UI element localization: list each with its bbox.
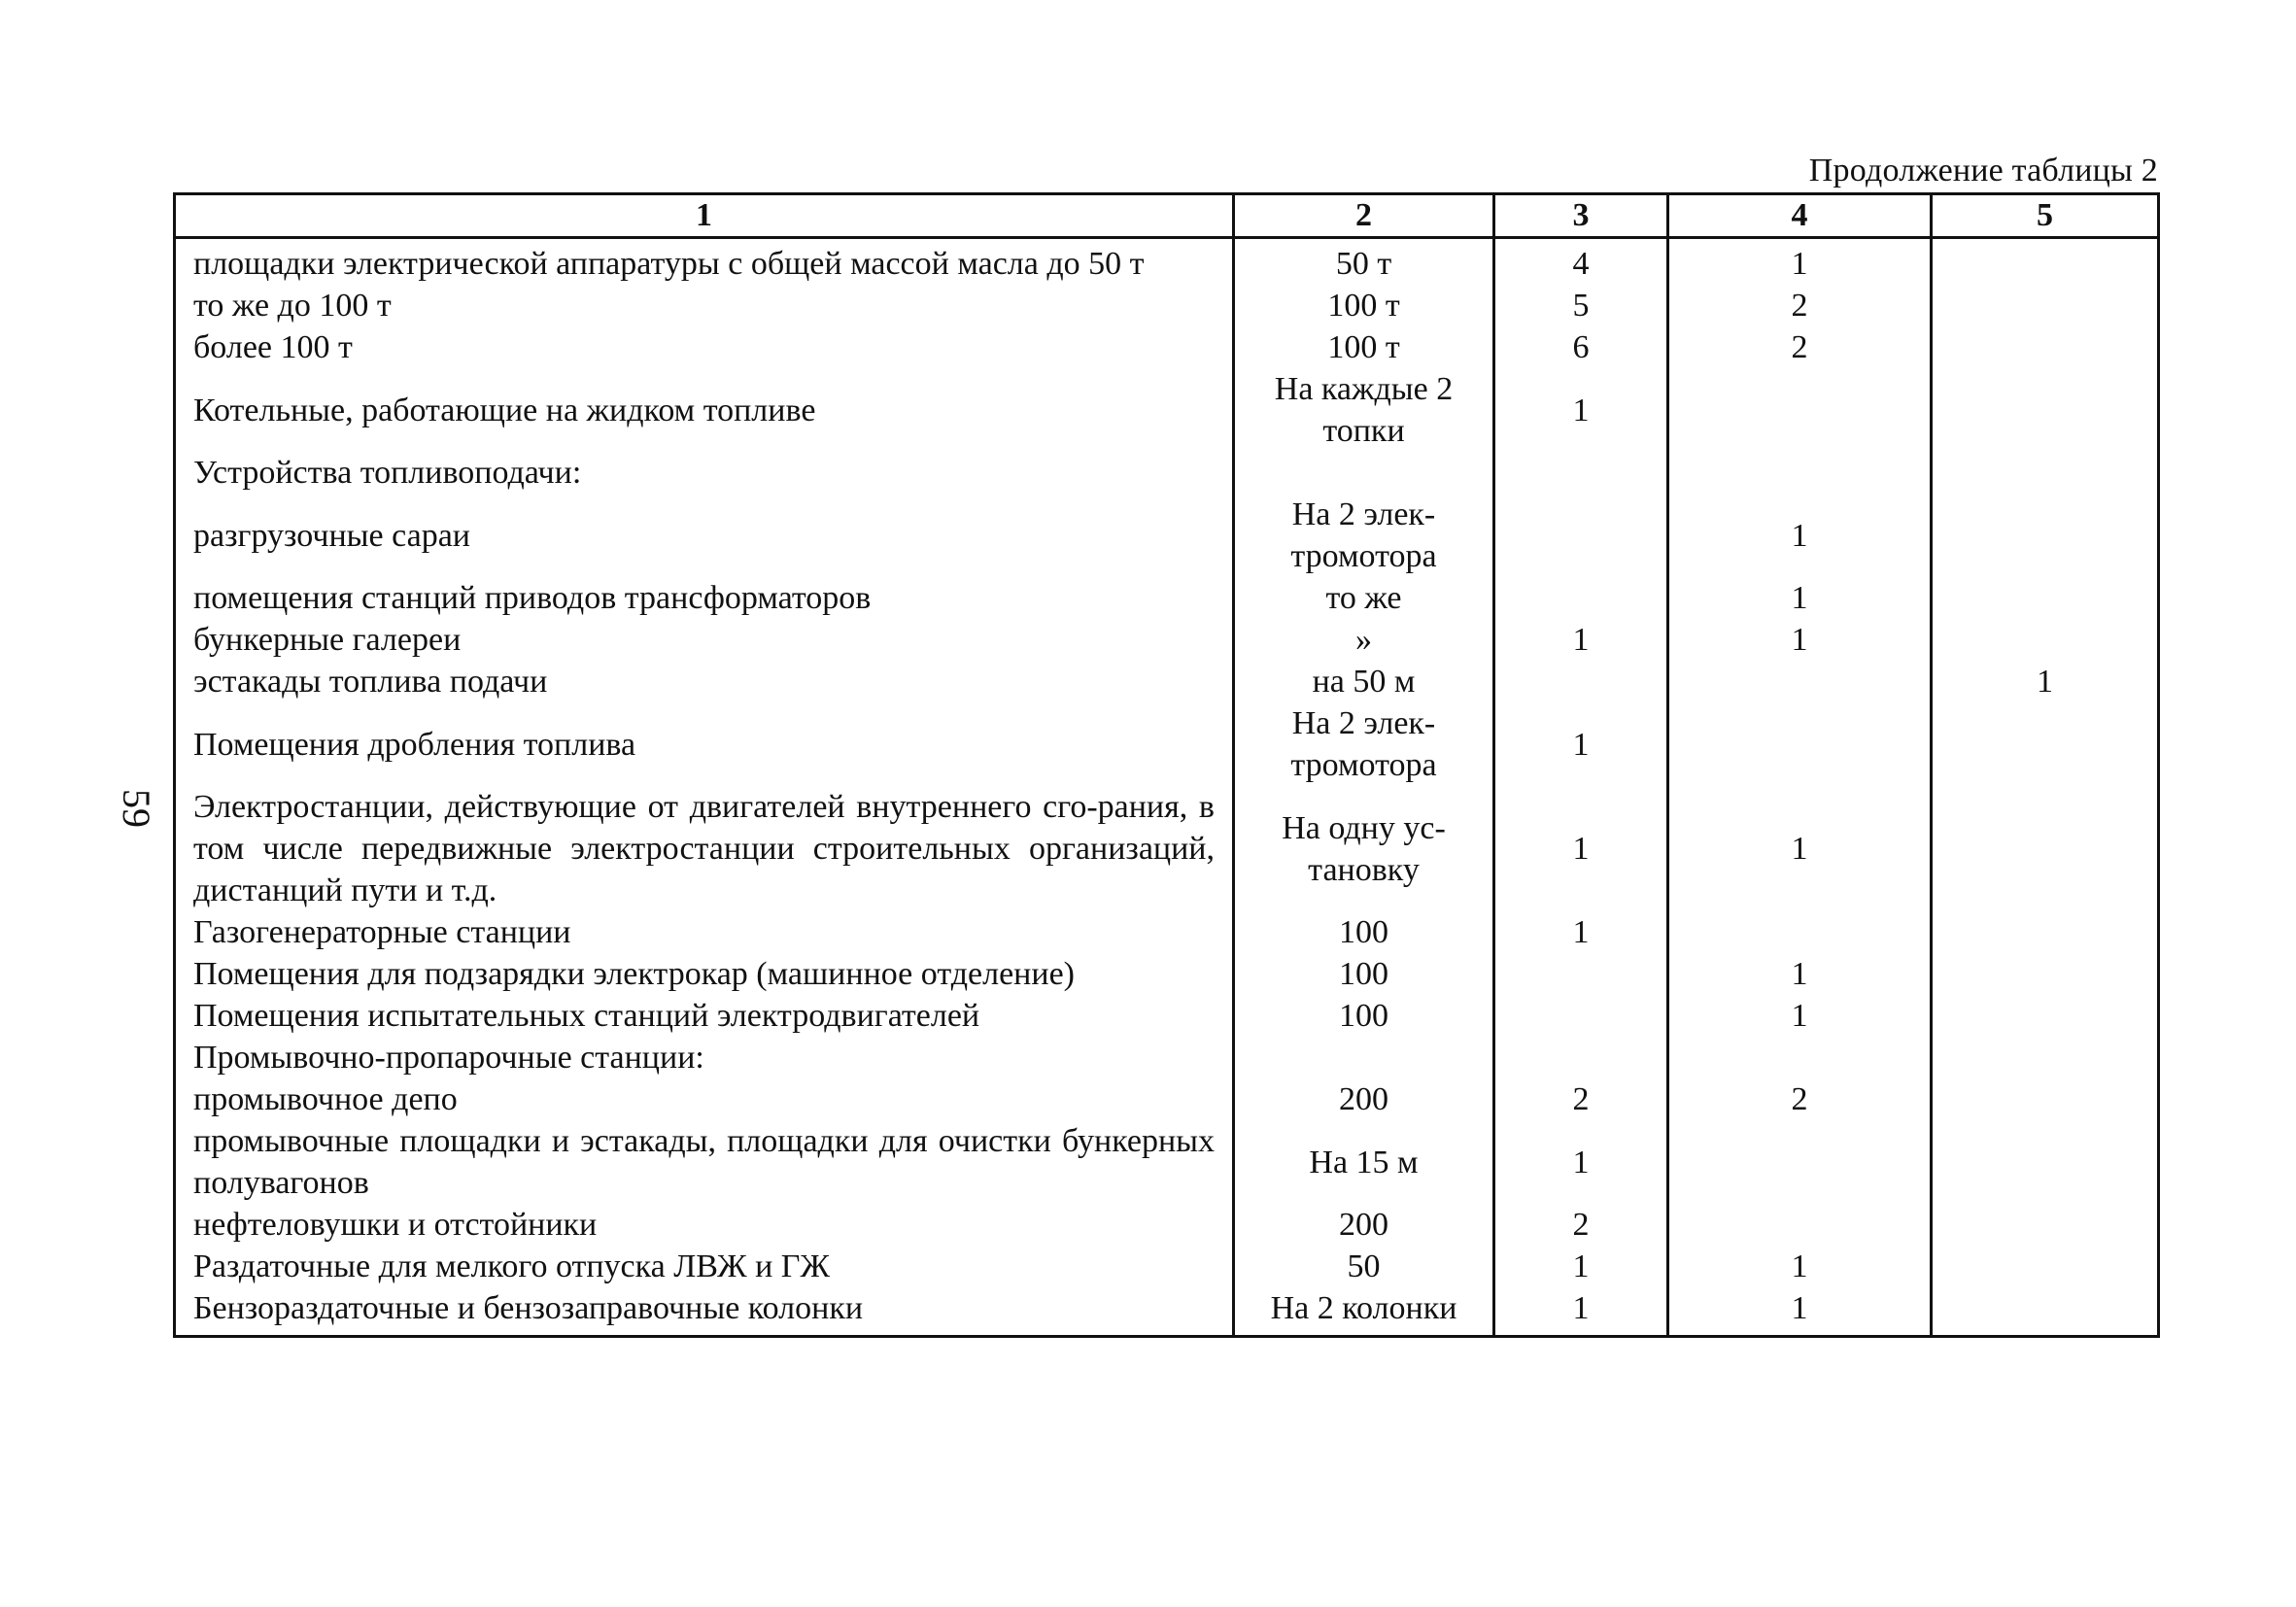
table-row — [175, 1204, 2159, 1246]
table-cell-c1: нефтеловушки и отстойники — [175, 1204, 1234, 1246]
table-cell-c5: 1 — [1932, 661, 2159, 702]
table-cell-c4: 1 — [1668, 995, 1932, 1037]
table-cell-c2: на 50 м — [1234, 661, 1494, 702]
table-cell-c4 — [1668, 911, 1932, 953]
table-cell-c3: 2 — [1494, 1204, 1668, 1246]
table-row — [175, 953, 2159, 995]
table-cell-c4 — [1668, 1120, 1932, 1204]
table-cell-c3: 4 — [1494, 238, 1668, 286]
table-cell-c4 — [1668, 661, 1932, 702]
table-row — [175, 285, 2159, 326]
table-cell-c2: 100 — [1234, 911, 1494, 953]
table-row — [175, 368, 2159, 452]
table-cell-c4: 1 — [1668, 1287, 1932, 1337]
table-cell-c5 — [1932, 577, 2159, 619]
table-cell-c3 — [1494, 995, 1668, 1037]
table-cell-c4: 2 — [1668, 1078, 1932, 1120]
table-cell-c4 — [1668, 1037, 1932, 1078]
table-cell-c1: бункерные галереи — [175, 619, 1234, 661]
table-row — [175, 911, 2159, 953]
table-row — [175, 995, 2159, 1037]
table-cell-c1: то же до 100 т — [175, 285, 1234, 326]
table-row — [175, 1120, 2159, 1204]
table-cell-c2: 50 — [1234, 1246, 1494, 1287]
table-cell-c4 — [1668, 452, 1932, 494]
table-cell-c1: эстакады топлива подачи — [175, 661, 1234, 702]
header-cell-2: 2 — [1234, 194, 1494, 238]
table-cell-c2 — [1234, 452, 1494, 494]
table-cell-c1: Раздаточные для мелкого отпуска ЛВЖ и ГЖ — [175, 1246, 1234, 1287]
table-cell-c1: площадки электрической аппаратуры с общей массой масла до 50 т — [175, 238, 1234, 286]
table-cell-c1: Помещения для подзарядки электрокар (машинное отделение) — [175, 953, 1234, 995]
table-cell-c3: 1 — [1494, 1120, 1668, 1204]
table-cell-c4: 1 — [1668, 619, 1932, 661]
table-cell-c2: » — [1234, 619, 1494, 661]
header-cell-1: 1 — [175, 194, 1234, 238]
table-cell-c3 — [1494, 577, 1668, 619]
table-cell-c2: На 2 элек-тромотора — [1234, 702, 1494, 786]
header-cell-5: 5 — [1932, 194, 2159, 238]
table-cell-c2: 100 т — [1234, 285, 1494, 326]
table-row — [175, 702, 2159, 786]
table-cell-c5 — [1932, 238, 2159, 286]
fire-equipment-table — [173, 192, 2160, 1338]
table-cell-c4: 2 — [1668, 326, 1932, 368]
table-row — [175, 1287, 2159, 1337]
table-cell-c3 — [1494, 1037, 1668, 1078]
table-cell-c5 — [1932, 368, 2159, 452]
table-cell-c4: 1 — [1668, 953, 1932, 995]
table-cell-c4 — [1668, 1204, 1932, 1246]
table-cell-c5 — [1932, 1037, 2159, 1078]
table-cell-c3: 1 — [1494, 911, 1668, 953]
table-row — [175, 619, 2159, 661]
table-row — [175, 661, 2159, 702]
table-cell-c3: 1 — [1494, 702, 1668, 786]
table-cell-c5 — [1932, 494, 2159, 577]
table-cell-c1: Устройства топливоподачи: — [175, 452, 1234, 494]
table-row — [175, 1078, 2159, 1120]
table-cell-c1: Котельные, работающие на жидком топливе — [175, 368, 1234, 452]
table-cell-c5 — [1932, 1204, 2159, 1246]
table-body — [175, 238, 2159, 1337]
table-cell-c5 — [1932, 953, 2159, 995]
table-caption: Продолжение таблицы 2 — [1808, 153, 2158, 188]
table-row — [175, 326, 2159, 368]
table-cell-c2: На каждые 2 топки — [1234, 368, 1494, 452]
table-cell-c1: разгрузочные сараи — [175, 494, 1234, 577]
table-cell-c2: На 15 м — [1234, 1120, 1494, 1204]
table-cell-c3: 6 — [1494, 326, 1668, 368]
table-cell-c3: 1 — [1494, 619, 1668, 661]
table-cell-c3: 1 — [1494, 1246, 1668, 1287]
table-cell-c2: 100 т — [1234, 326, 1494, 368]
table-cell-c3: 2 — [1494, 1078, 1668, 1120]
table-cell-c3: 1 — [1494, 786, 1668, 911]
table-cell-c2: 200 — [1234, 1204, 1494, 1246]
table-cell-c4: 1 — [1668, 494, 1932, 577]
table-cell-c5 — [1932, 995, 2159, 1037]
table-cell-c1: Электростанции, действующие от двигателей внутреннего сго-рания, в том числе передвижные электростанции строительных организаций, дистанций пути и т.д. — [175, 786, 1234, 911]
table-cell-c5 — [1932, 285, 2159, 326]
table-cell-c3 — [1494, 953, 1668, 995]
table-cell-c3 — [1494, 494, 1668, 577]
table-row — [175, 1246, 2159, 1287]
table-row — [175, 452, 2159, 494]
table-row — [175, 494, 2159, 577]
table-cell-c4 — [1668, 702, 1932, 786]
table-cell-c5 — [1932, 911, 2159, 953]
table-cell-c2: 200 — [1234, 1078, 1494, 1120]
table-cell-c2: 100 — [1234, 953, 1494, 995]
table-row — [175, 238, 2159, 286]
table-cell-c4 — [1668, 368, 1932, 452]
table-cell-c4: 2 — [1668, 285, 1932, 326]
table-cell-c5 — [1932, 786, 2159, 911]
table-cell-c5 — [1932, 1287, 2159, 1337]
table-row — [175, 1037, 2159, 1078]
table-cell-c4: 1 — [1668, 577, 1932, 619]
table-cell-c5 — [1932, 1120, 2159, 1204]
table-cell-c3: 1 — [1494, 368, 1668, 452]
table-cell-c1: промывочные площадки и эстакады, площадки для очистки бункерных полувагонов — [175, 1120, 1234, 1204]
table-cell-c5 — [1932, 1078, 2159, 1120]
table-cell-c5 — [1932, 452, 2159, 494]
table-row — [175, 577, 2159, 619]
table-cell-c1: промывочное депо — [175, 1078, 1234, 1120]
table-cell-c1: Промывочно-пропарочные станции: — [175, 1037, 1234, 1078]
table-cell-c2: то же — [1234, 577, 1494, 619]
table-cell-c1: Газогенераторные станции — [175, 911, 1234, 953]
table-cell-c2: 100 — [1234, 995, 1494, 1037]
table-header — [175, 194, 2159, 238]
table-cell-c3: 1 — [1494, 1287, 1668, 1337]
table-cell-c5 — [1932, 619, 2159, 661]
table-cell-c3: 5 — [1494, 285, 1668, 326]
table-cell-c4: 1 — [1668, 238, 1932, 286]
table-cell-c5 — [1932, 326, 2159, 368]
table-cell-c2: На 2 элек-тромотора — [1234, 494, 1494, 577]
table-cell-c1: Помещения дробления топлива — [175, 702, 1234, 786]
header-cell-3: 3 — [1494, 194, 1668, 238]
table-cell-c1: помещения станций приводов трансформаторов — [175, 577, 1234, 619]
table-cell-c3 — [1494, 661, 1668, 702]
header-cell-4: 4 — [1668, 194, 1932, 238]
table-cell-c5 — [1932, 702, 2159, 786]
table-cell-c1: Бензораздаточные и бензозаправочные колонки — [175, 1287, 1234, 1337]
page-number: 59 — [115, 789, 158, 828]
table-cell-c1: Помещения испытательных станций электродвигателей — [175, 995, 1234, 1037]
table-cell-c4: 1 — [1668, 786, 1932, 911]
table-cell-c1: более 100 т — [175, 326, 1234, 368]
table-cell-c5 — [1932, 1246, 2159, 1287]
table-cell-c2: На одну ус-тановку — [1234, 786, 1494, 911]
table-cell-c4: 1 — [1668, 1246, 1932, 1287]
table-cell-c2: 50 т — [1234, 238, 1494, 286]
table-row — [175, 786, 2159, 911]
table-cell-c2 — [1234, 1037, 1494, 1078]
table-cell-c3 — [1494, 452, 1668, 494]
table-cell-c2: На 2 колонки — [1234, 1287, 1494, 1337]
